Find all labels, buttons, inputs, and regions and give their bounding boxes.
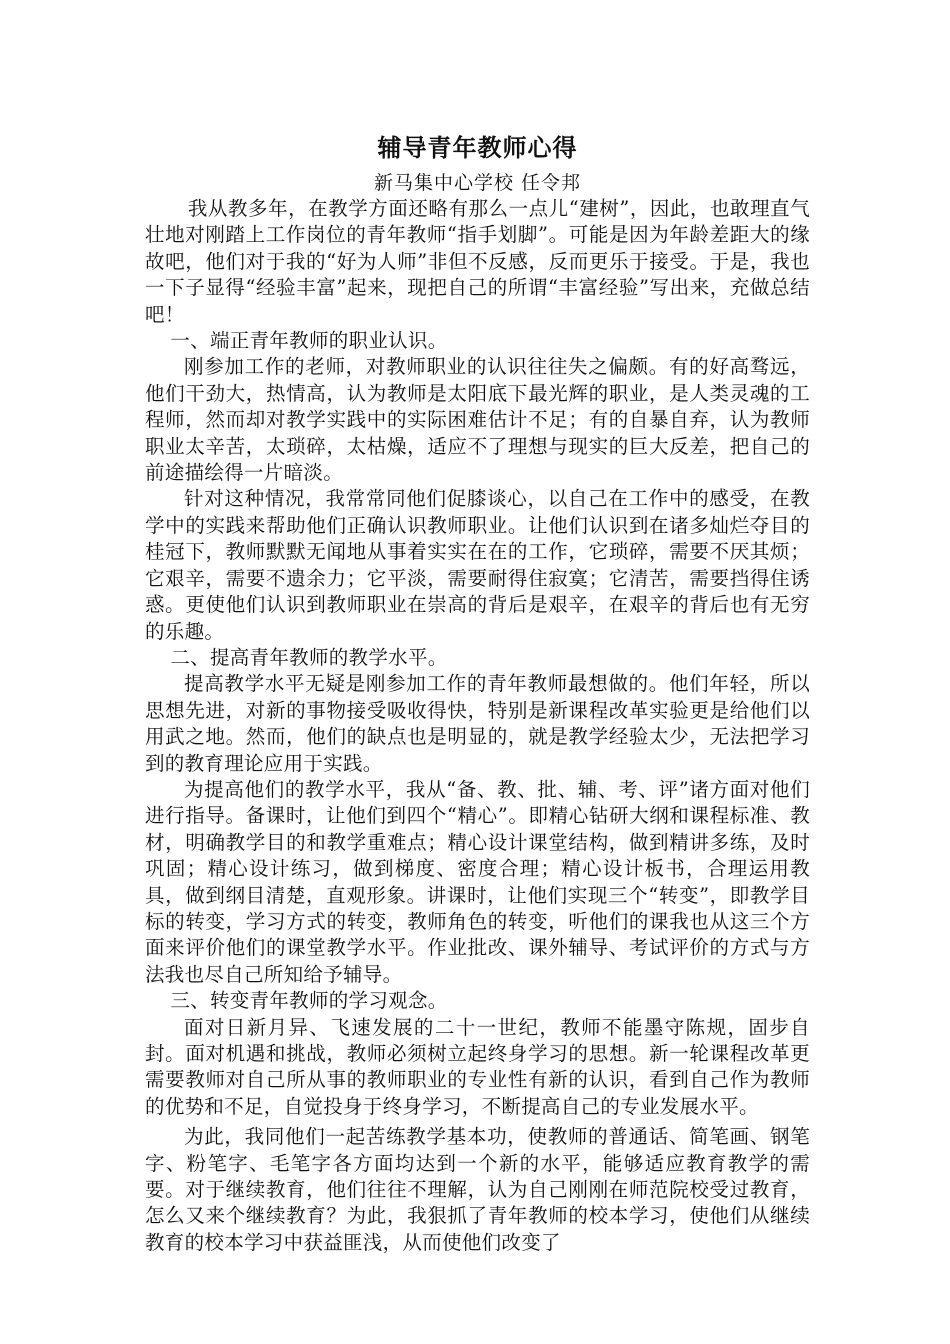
document-page <box>145 130 810 1256</box>
section-heading-3: 三、转变青年教师的学习观念。 <box>170 989 448 1013</box>
section-heading-2: 二、提高青年教师的教学水平。 <box>170 645 448 669</box>
body-paragraph: 刚参加工作的老师，对教师职业的认识往往失之偏颇。有的好高骛远，他们干劲大，热情高，认为教师是太阳底下最光辉的职业，是人类灵魂的工程师，然而却对教学实践中的实际困难估计不足；有的自暴自弃，认为教师职业太辛苦，太琐碎，太枯燥，适应不了理想与现实的巨大反差，把自己的前途描绘得一片暗淡。 <box>145 355 810 485</box>
body-paragraph: 提高教学水平无疑是刚参加工作的青年教师最想做的。他们年轻，所以思想先进，对新的事物接受吸收得快，特别是新课程改革实验更是给他们以用武之地。然而，他们的缺点也是明显的，就是教学经验太少，无法把学习到的教育理论应用于实践。 <box>145 672 810 775</box>
intro-paragraph: 我从教多年，在教学方面还略有那么一点儿“建树”，因此，也敢理直气壮地对刚踏上工作岗位的青年教师“指手划脚”。可能是因为年龄差距大的缘故吧，他们对于我的“好为人师”非但不反感，反而更乐于接受。于是，我也一下子显得“经验丰富”起来，现把自己的所谓“丰富经验”写出来，充做总结吧！ <box>145 197 810 326</box>
body-paragraph: 针对这种情况，我常常同他们促膝谈心，以自己在工作中的感受，在教学中的实践来帮助他们正确认识教师职业。让他们认识到在诸多灿烂夺目的桂冠下，教师默默无闻地从事着实实在在的工作，它琐碎，需要不厌其烦；它艰辛，需要不遗余力；它平淡，需要耐得住寂寞；它清苦，需要挡得住诱惑。更使他们认识到教师职业在崇高的背后是艰辛，在艰辛的背后也有无穷的乐趣。 <box>145 487 810 643</box>
document-title: 辅导青年教师心得 <box>377 134 578 162</box>
body-paragraph: 面对日新月异、飞速发展的二十一世纪，教师不能墨守陈规，固步自封。面对机遇和挑战，教师必须树立起终身学习的思想。新一轮课程改革更需要教师对自己所从事的教师职业的专业性有新的认识，看到自己作为教师的优势和不足，自觉投身于终身学习，不断提高自己的专业发展水平。 <box>145 1015 810 1118</box>
author-line: 新马集中心学校 任令邦 <box>373 172 582 194</box>
body-paragraph: 为提高他们的教学水平，我从“备、教、批、辅、考、评”诸方面对他们进行指导。备课时，让他们到四个“精心”。即精心钻研大纲和课程标准、教材，明确教学目的和教学重难点；精心设计课堂结构，做到精讲多练，及时巩固；精心设计练习，做到梯度、密度合理；精心设计板书，合理运用教具，做到纲目清楚，直观形象。讲课时，让他们实现三个“转变”，即教学目标的转变，学习方式的转变，教师角色的转变，听他们的课我也从这三个方面来评价他们的课堂教学水平。作业批改、课外辅导、考试评价的方式与方法我也尽自己所知给予辅导。 <box>145 777 810 986</box>
body-paragraph: 为此，我同他们一起苦练教学基本功，使教师的普通话、简笔画、钢笔字、粉笔字、毛笔字各方面均达到一个新的水平，能够适应教育教学的需要。对于继续教育，他们往往不理解，认为自己刚刚在师范院校受过教育，怎么又来个继续教育？为此，我狠抓了青年教师的校本学习，使他们从继续教育的校本学习中获益匪浅，从而使他们改变了 <box>145 1125 810 1254</box>
section-heading-1: 一、端正青年教师的职业认识。 <box>170 329 448 353</box>
